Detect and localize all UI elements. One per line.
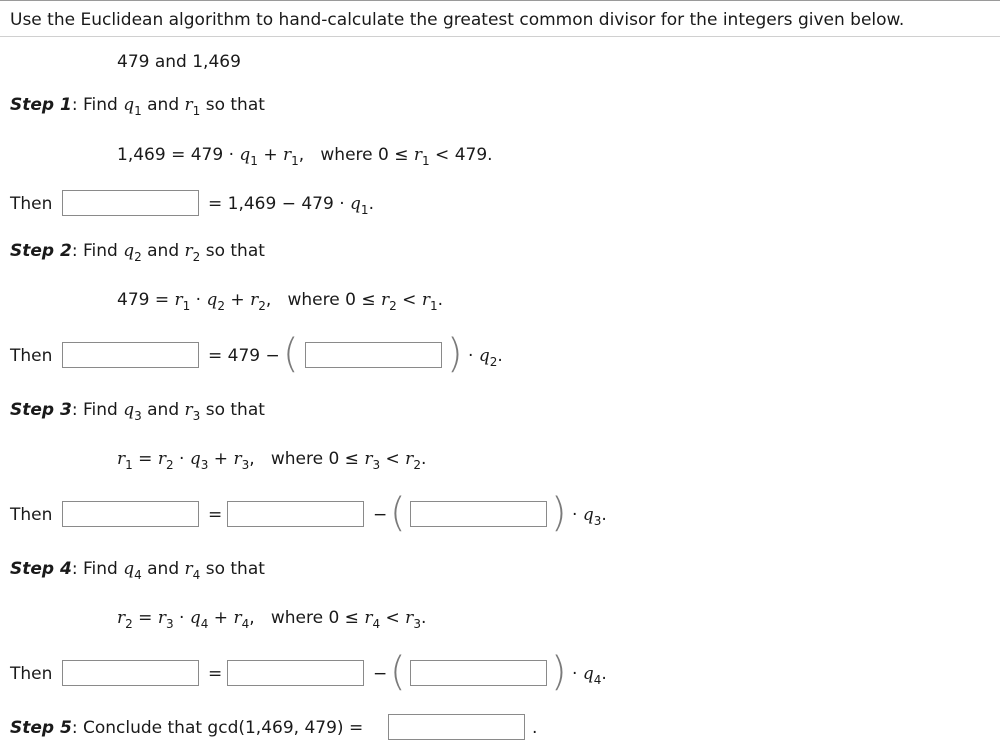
step-4-label: Step 4	[10, 559, 72, 579]
instruction-text: Use the Euclidean algorithm to hand-calculate the greatest common divisor for the integers given below.	[10, 10, 905, 30]
step-4-equals: =	[208, 664, 223, 684]
step-2-equation: $479 = r_1 \cdot q_2 + r_2$, where $0 \le r_2 < r_1$.	[117, 290, 444, 313]
step-1-label: Step 1	[10, 95, 72, 115]
step-2-r1-input[interactable]	[305, 342, 442, 368]
step-4-r3-input[interactable]	[410, 660, 547, 686]
right-paren: )	[551, 649, 567, 695]
top-border	[0, 0, 1000, 1]
step-2-heading: Step 2: Find $q_2$ and $r_2$ so that	[10, 241, 265, 264]
step-3-label: Step 3	[10, 400, 72, 420]
divider	[0, 36, 1000, 37]
gcd-answer-input[interactable]	[388, 714, 525, 740]
step-2-q2-term: · $q_2$.	[468, 346, 503, 369]
step-3-q3-term: · $q_3$.	[572, 505, 607, 528]
step-4-heading: Step 4: Find $q_4$ and $r_4$ so that	[10, 559, 265, 582]
step-1-r1-input[interactable]	[62, 190, 199, 216]
step-3-then-label: Then	[10, 505, 53, 525]
step-1-equation: $1,469 = 479 \cdot q_1 + r_1$, where $0 \le r_1 < 479$.	[117, 145, 493, 168]
step-1-then-rhs: = $1,469 - 479 \cdot q_1$.	[208, 194, 374, 217]
step-2-r2-input[interactable]	[62, 342, 199, 368]
step-2-then-rhs: = 479 −	[208, 346, 280, 366]
left-paren: (	[390, 490, 406, 536]
step-4-equation: $r_2 = r_3 \cdot q_4 + r_4$, where $0 \le r_4 < r_3$.	[117, 608, 427, 631]
step-3-heading: Step 3: Find $q_3$ and $r_3$ so that	[10, 400, 265, 423]
step-3-minus: −	[373, 505, 388, 525]
integers-text: 479 and 1,469	[117, 52, 241, 72]
step-4-r2-input[interactable]	[227, 660, 364, 686]
right-paren: )	[551, 490, 567, 536]
step-3-equation: $r_1 = r_2 \cdot q_3 + r_3$, where $0 \le r_3 < r_2$.	[117, 449, 427, 472]
step-5-heading: Step 5: Conclude that gcd(1,469, 479) =	[10, 718, 364, 738]
left-paren: (	[283, 331, 299, 377]
step-4-minus: −	[373, 664, 388, 684]
step-3-r1-input[interactable]	[227, 501, 364, 527]
right-paren: )	[447, 331, 463, 377]
step-1-heading: Step 1: Find $q_1$ and $r_1$ so that	[10, 95, 265, 118]
step-3-r2-input[interactable]	[410, 501, 547, 527]
step-5-period: .	[532, 718, 538, 738]
step-5-label: Step 5	[10, 718, 72, 738]
step-4-q4-term: · $q_4$.	[572, 664, 607, 687]
left-paren: (	[390, 649, 406, 695]
step-2-then-label: Then	[10, 346, 53, 366]
step-4-r4-input[interactable]	[62, 660, 199, 686]
step-2-label: Step 2	[10, 241, 72, 261]
step-3-equals: =	[208, 505, 223, 525]
step-4-then-label: Then	[10, 664, 53, 684]
step-3-r3-input[interactable]	[62, 501, 199, 527]
step-1-then-label: Then	[10, 194, 53, 214]
